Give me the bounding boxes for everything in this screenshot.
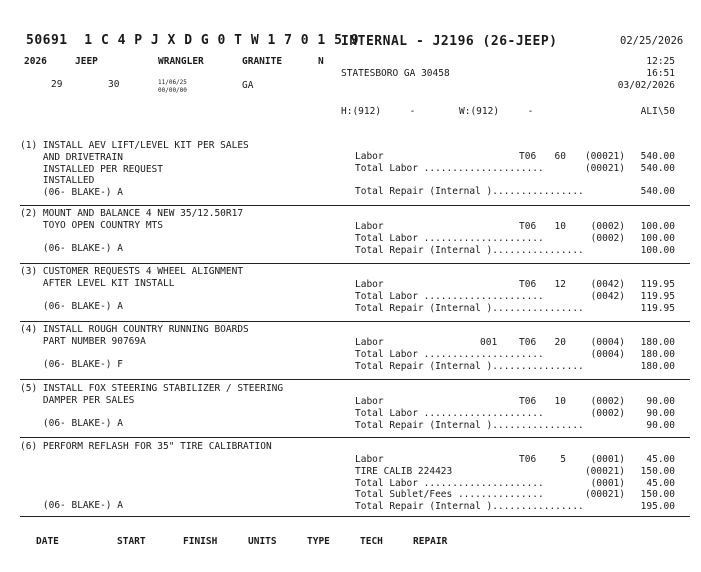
charge-hours: 10 <box>554 221 566 232</box>
line-description: INSTALLED <box>20 175 95 187</box>
charge-code: (0001) <box>590 477 625 489</box>
line-description: (1) INSTALL AEV LIFT/LEVEL KIT PER SALES <box>20 140 249 151</box>
line-description: DAMPER PER SALES <box>20 394 135 406</box>
charge-label: Total Labor ..................... <box>355 348 544 360</box>
charge-label: Labor <box>355 279 384 290</box>
charge-label: Total Labor ..................... <box>355 477 544 489</box>
line-description: (3) CUSTOMER REQUESTS 4 WHEEL ALIGNMENT <box>20 266 244 277</box>
charge-amount: 119.95 <box>640 279 675 290</box>
section-divider <box>20 321 690 322</box>
charge-code: (00021) <box>584 465 625 477</box>
charge-amount: 150.00 <box>640 465 675 477</box>
charge-amount: 150.00 <box>640 489 675 501</box>
charge-label: Total Sublet/Fees ............... <box>355 489 544 501</box>
delivery-date: 00/00/00 <box>158 87 187 94</box>
phone-work: W:(912) - <box>459 106 534 117</box>
section-divider <box>20 437 690 438</box>
charge-hours: 20 <box>554 337 566 348</box>
line-description: TOYO OPEN COUNTRY MTS <box>20 219 163 231</box>
vehicle-state: GA <box>242 80 254 91</box>
charge-label: Labor <box>355 454 384 465</box>
charge-code: (0004) <box>590 348 625 360</box>
footer-column-date: DATE <box>36 536 59 547</box>
vehicle-make: JEEP <box>75 56 98 67</box>
charge-amount: 180.00 <box>640 348 675 360</box>
promise-date: 11/06/25 <box>158 79 187 86</box>
charge-code: (0042) <box>590 290 625 302</box>
line-description: (4) INSTALL ROUGH COUNTRY RUNNING BOARDS <box>20 324 249 335</box>
charge-amount: 180.00 <box>640 337 675 348</box>
footer-column-units: UNITS <box>248 536 277 547</box>
charge-code: (00021) <box>584 489 625 501</box>
charge-amount: 540.00 <box>640 186 675 198</box>
charge-tech: T06 <box>519 454 537 465</box>
line-description: (06- BLAKE-) A <box>20 418 123 430</box>
section-divider <box>20 205 690 206</box>
charge-tech: T06 <box>519 396 537 407</box>
charge-amount: 45.00 <box>646 454 675 465</box>
vin-number: 50691 1 C 4 P J X D G 0 T W 1 7 0 1 5 9 <box>26 33 360 48</box>
section-divider <box>20 263 690 264</box>
charge-label: Total Repair (Internal )................ <box>355 186 584 198</box>
footer-column-finish: FINISH <box>183 536 218 547</box>
line-description: (5) INSTALL FOX STEERING STABILIZER / STEERING <box>20 383 284 394</box>
charge-amount: 119.95 <box>640 290 675 302</box>
charge-code: (0002) <box>590 396 625 407</box>
charge-amount: 100.00 <box>640 221 675 232</box>
charge-amount: 540.00 <box>640 162 675 174</box>
charge-label: Labor <box>355 151 384 162</box>
charge-hours: 60 <box>554 151 566 162</box>
charge-hours: 10 <box>554 396 566 407</box>
line-description: (2) MOUNT AND BALANCE 4 NEW 35/12.50R17 <box>20 208 244 219</box>
line-description: AND DRIVETRAIN <box>20 151 123 163</box>
mileage-out: 30 <box>108 79 120 90</box>
charge-tech: T06 <box>519 221 537 232</box>
charge-amount: 90.00 <box>646 396 675 407</box>
charge-code: (0004) <box>590 337 625 348</box>
charge-label: Total Labor ..................... <box>355 407 544 419</box>
line-description: INSTALLED PER REQUEST <box>20 163 163 175</box>
charge-label: Total Repair (Internal )................ <box>355 419 584 431</box>
service-advisor: ALI\50 <box>640 106 675 117</box>
charge-label: Labor <box>355 396 384 407</box>
charge-amount: 90.00 <box>646 407 675 419</box>
charge-tech: T06 <box>519 151 537 162</box>
section-divider <box>20 516 690 517</box>
footer-column-start: START <box>117 536 146 547</box>
charge-code: (00021) <box>584 151 625 162</box>
charge-label: Total Labor ..................... <box>355 232 544 244</box>
line-description: (6) PERFORM REFLASH FOR 35" TIRE CALIBRATION <box>20 441 272 452</box>
charge-code: (0002) <box>590 221 625 232</box>
charge-label: Total Repair (Internal )................ <box>355 501 584 513</box>
charge-hours: 5 <box>560 454 566 465</box>
footer-column-tech: TECH <box>360 536 383 547</box>
vehicle-color: GRANITE <box>242 56 283 67</box>
charge-amount: 100.00 <box>640 232 675 244</box>
charge-op: 001 <box>480 337 498 348</box>
charge-label: TIRE CALIB 224423 <box>355 465 453 477</box>
line-description: PART NUMBER 90769A <box>20 335 146 347</box>
charge-label: Total Labor ..................... <box>355 162 544 174</box>
charge-amount: 195.00 <box>640 501 675 513</box>
charge-amount: 100.00 <box>640 244 675 256</box>
charge-amount: 540.00 <box>640 151 675 162</box>
charge-tech: T06 <box>519 279 537 290</box>
charge-label: Labor <box>355 337 384 348</box>
dealer-location: STATESBORO GA 30458 <box>341 68 450 79</box>
charge-code: (0002) <box>590 232 625 244</box>
charge-code: (00021) <box>584 162 625 174</box>
charge-amount: 180.00 <box>640 360 675 372</box>
charge-label: Total Labor ..................... <box>355 290 544 302</box>
footer-column-type: TYPE <box>307 536 330 547</box>
time-close: 16:51 <box>646 68 675 79</box>
header-date: 02/25/2026 <box>620 35 684 47</box>
line-description: AFTER LEVEL KIT INSTALL <box>20 277 175 289</box>
order-title: INTERNAL - J2196 (26-JEEP) <box>341 34 558 49</box>
charge-label: Labor <box>355 221 384 232</box>
charge-amount: 45.00 <box>646 477 675 489</box>
mileage-in: 29 <box>51 79 63 90</box>
charge-label: Total Repair (Internal )................ <box>355 302 584 314</box>
line-description: (06- BLAKE-) A <box>20 243 123 255</box>
vehicle-model: WRANGLER <box>158 56 204 67</box>
line-description: (06- BLAKE-) F <box>20 359 123 371</box>
charge-label: Total Repair (Internal )................ <box>355 244 584 256</box>
line-description: (06- BLAKE-) A <box>20 301 123 313</box>
line-description: (06- BLAKE-) A <box>20 500 123 511</box>
charge-code: (0002) <box>590 407 625 419</box>
charge-code: (0001) <box>590 454 625 465</box>
charge-code: (0042) <box>590 279 625 290</box>
charge-tech: T06 <box>519 337 537 348</box>
line-description: (06- BLAKE-) A <box>20 187 123 199</box>
footer-column-repair: REPAIR <box>413 536 448 547</box>
time-open: 12:25 <box>646 56 675 67</box>
charge-hours: 12 <box>554 279 566 290</box>
vehicle-year: 2026 <box>24 56 47 67</box>
phone-home: H:(912) - <box>341 106 416 117</box>
section-divider <box>20 379 690 380</box>
charge-amount: 119.95 <box>640 302 675 314</box>
charge-amount: 90.00 <box>646 419 675 431</box>
charge-label: Total Repair (Internal )................ <box>355 360 584 372</box>
close-date: 03/02/2026 <box>617 80 675 91</box>
vehicle-flag: N <box>318 56 324 67</box>
